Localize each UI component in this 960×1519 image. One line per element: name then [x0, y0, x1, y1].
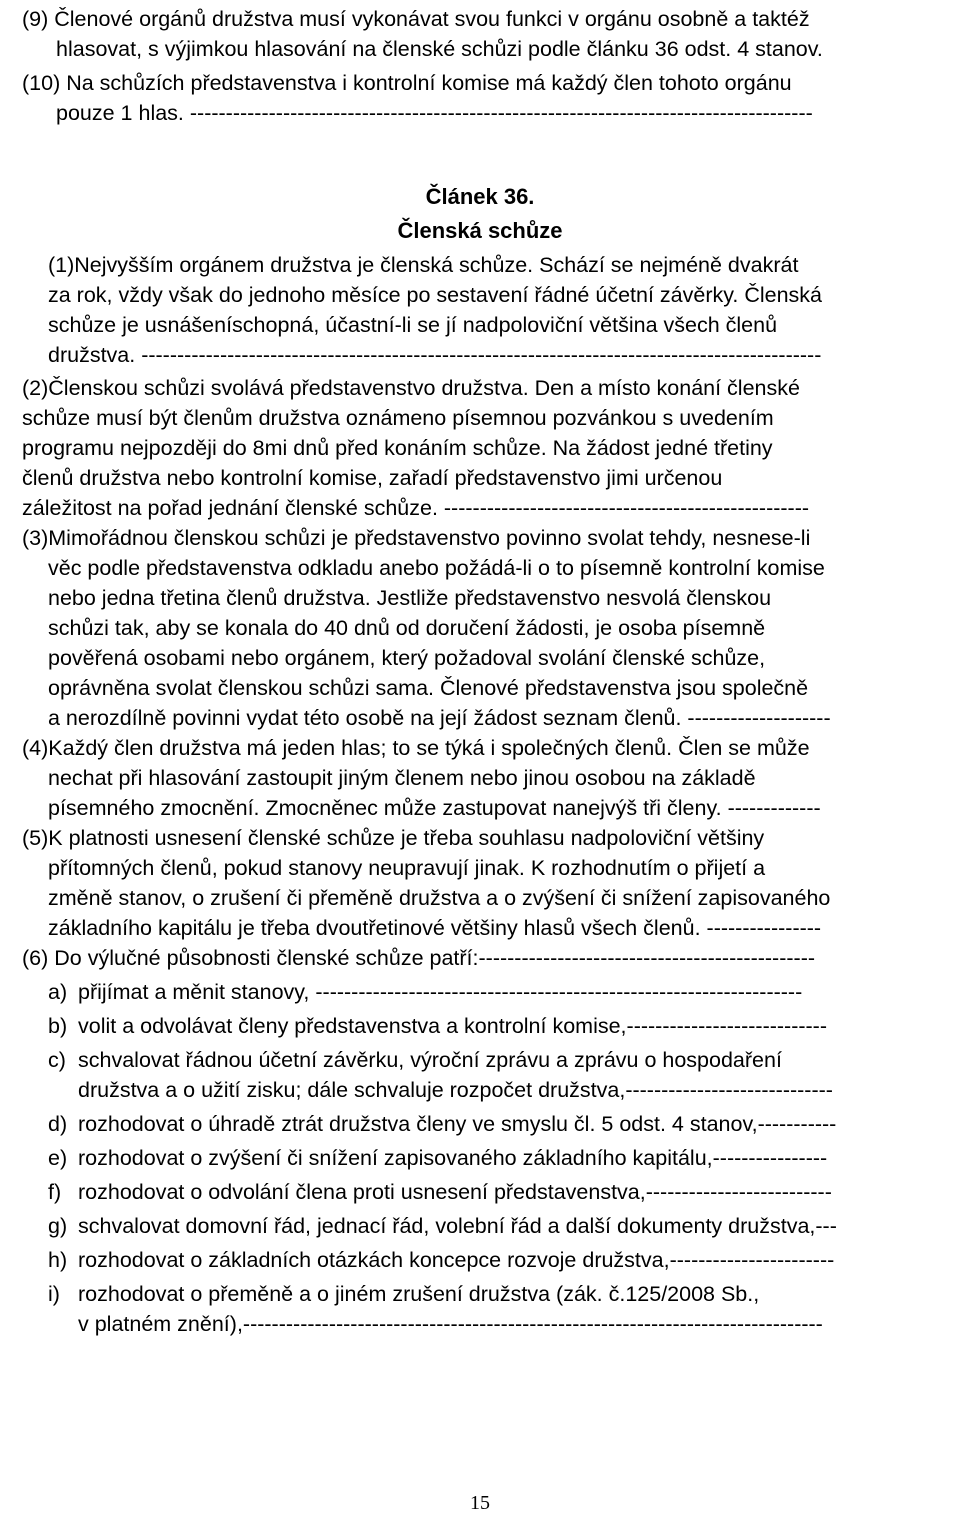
- text-line: (5)K platnosti usnesení členské schůze je třeba souhlasu nadpoloviční většiny: [22, 826, 765, 850]
- list-item-label: a): [48, 980, 68, 1004]
- text-line: programu nejpozději do 8mi dnů před konáním schůze. Na žádost jedné třetiny: [22, 436, 773, 460]
- list-item-text: rozhodovat o odvolání člena proti usnesení představenstva,--------------------------: [78, 1180, 832, 1204]
- text-line: nechat při hlasování zastoupit jiným členem nebo jinou osobou na základě: [48, 766, 756, 790]
- list-item-text: družstva a o užití zisku; dále schvaluje rozpočet družstva,-----------------------------: [78, 1078, 833, 1102]
- text-line: (3)Mimořádnou členskou schůzi je představenstvo povinno svolat tehdy, nesnese-li: [22, 526, 811, 550]
- text-line: (9) Členové orgánů družstva musí vykonávat svou funkci v orgánu osobně a taktéž: [22, 7, 810, 31]
- list-item-label: i): [48, 1282, 60, 1306]
- list-item-label: f): [48, 1180, 62, 1204]
- article-title: Členská schůze: [397, 218, 563, 243]
- list-item-text: schvalovat řádnou účetní závěrku, výroční zprávu a zprávu o hospodaření: [78, 1048, 782, 1072]
- list-item-text: v platném znění),---------------------------------------------------------------------------------: [78, 1312, 823, 1336]
- list-item-text: přijímat a měnit stanovy, --------------------------------------------------------------------: [78, 980, 803, 1004]
- list-item-label: g): [48, 1214, 68, 1238]
- text-line: záležitost na pořad jednání členské schůze. ---------------------------------------------------: [22, 496, 810, 520]
- list-item-text: schvalovat domovní řád, jednací řád, volební řád a další dokumenty družstva,---: [78, 1214, 837, 1238]
- text-line: přítomných členů, pokud stanovy neupravují jinak. K rozhodnutím o přijetí a: [48, 856, 766, 880]
- text-line: členů družstva nebo kontrolní komise, zařadí představenstvo jimi určenou: [22, 466, 723, 490]
- list-item-label: d): [48, 1112, 68, 1136]
- text-line: schůze musí být členům družstva oznámeno písemnou pozvánkou s uvedením: [22, 406, 774, 430]
- text-line: družstva. -----------------------------------------------------------------------------------------------: [48, 343, 822, 367]
- list-item-label: h): [48, 1248, 68, 1272]
- text-line: základního kapitálu je třeba dvoutřetinové většiny hlasů všech členů. ----------------: [48, 916, 822, 940]
- text-line: (4)Každý člen družstva má jeden hlas; to se týká i společných členů. Člen se může: [22, 736, 810, 760]
- text-line: pověřená osobami nebo orgánem, který požadoval svolání členské schůze,: [48, 646, 766, 670]
- list-item-text: rozhodovat o úhradě ztrát družstva členy ve smyslu čl. 5 odst. 4 stanov,-----------: [78, 1112, 837, 1136]
- text-line: (6) Do výlučné působnosti členské schůze patří:-----------------------------------------------: [22, 946, 816, 970]
- text-line: písemného zmocnění. Zmocněnec může zastupovat nanejvýš tři členy. -------------: [48, 796, 821, 820]
- list-item-label: c): [48, 1048, 66, 1072]
- list-item-label: b): [48, 1014, 68, 1038]
- list-item-text: volit a odvolávat členy představenstva a kontrolní komise,----------------------------: [78, 1014, 828, 1038]
- text-line: schůze je usnášeníschopná, účastní-li se jí nadpoloviční většina všech členů: [48, 313, 778, 337]
- text-line: a nerozdílně povinni vydat této osobě na její žádost seznam členů. --------------------: [48, 706, 831, 730]
- text-line: oprávněna svolat členskou schůzi sama. Členové představenstva jsou společně: [48, 676, 809, 700]
- text-line: za rok, vždy však do jednoho měsíce po sestavení řádné účetní závěrky. Členská: [48, 283, 822, 307]
- list-item-label: e): [48, 1146, 68, 1170]
- article-number: Článek 36.: [425, 184, 535, 209]
- text-line: (10) Na schůzích představenstva i kontrolní komise má každý člen tohoto orgánu: [22, 71, 792, 95]
- page-number: 15: [470, 1492, 490, 1514]
- text-line: změně stanov, o zrušení či přeměně družstva a o zvýšení či snížení zapisovaného: [48, 886, 831, 910]
- text-line: hlasovat, s výjimkou hlasování na členské schůzi podle článku 36 odst. 4 stanov.: [56, 37, 823, 61]
- text-line: věc podle představenstva odkladu anebo požádá-li o to písemně kontrolní komise: [48, 556, 825, 580]
- list-item-text: rozhodovat o zvýšení či snížení zapisovaného základního kapitálu,----------------: [78, 1146, 828, 1170]
- list-item-text: rozhodovat o přeměně a o jiném zrušení družstva (zák. č.125/2008 Sb.,: [78, 1282, 760, 1306]
- list-item-text: rozhodovat o základních otázkách koncepce rozvoje družstva,-----------------------: [78, 1248, 835, 1272]
- text-line: (1)Nejvyšším orgánem družstva je členská schůze. Schází se nejméně dvakrát: [48, 253, 799, 277]
- text-line: schůzi tak, aby se konala do 40 dnů od doručení žádosti, je osoba písemně: [48, 616, 766, 640]
- text-line: pouze 1 hlas. ---------------------------------------------------------------------------------------: [56, 101, 813, 125]
- text-line: nebo jedna třetina členů družstva. Jestliže představenstvo nesvolá členskou: [48, 586, 772, 610]
- text-line: (2)Členskou schůzi svolává představenstvo družstva. Den a místo konání členské: [22, 376, 800, 400]
